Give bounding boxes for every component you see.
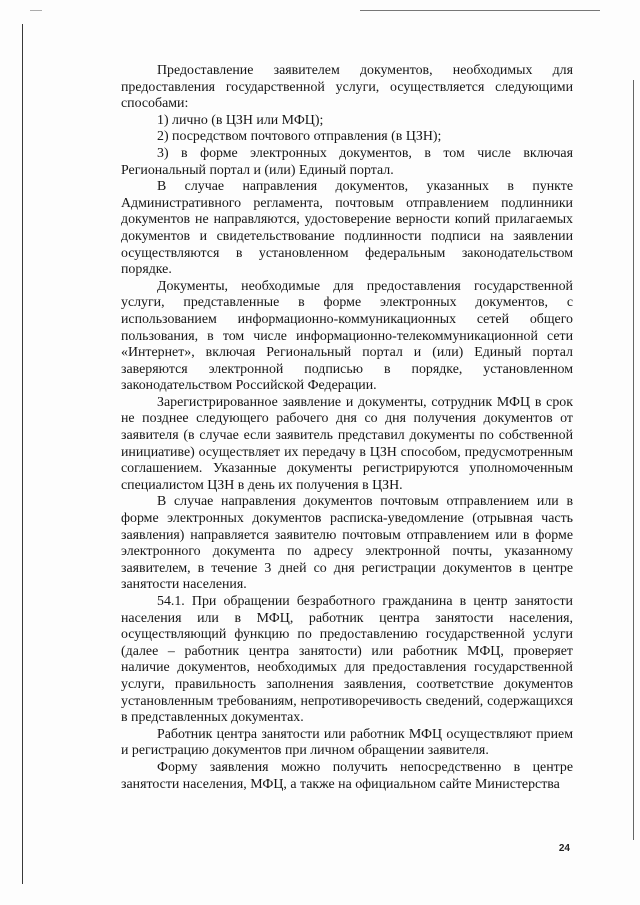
scan-edge-left — [22, 24, 23, 884]
paragraph-54-1: 54.1. При обращении безработного гражданина в центр занятости населения или в МФЦ, работник центра занятости населения, осуществляющий функцию по предоставлению государственной услуги (далее – работник центра занятости) или работник МФЦ, проверяет наличие документов, необходимых для предоставления государственной услуги, правильность заполнения заявления, соответствие документов установленным требованиям, непротиворечивость сведений, содержащихся в представленных документах. — [121, 594, 573, 726]
paragraph-postal-submission: В случае направления документов, указанных в пункте Административного регламента, почтовым отправлением подлинники документов не направляются, удостоверение верности копий прилагаемых документов и свидетельствование подлинности подписи на заявлении осуществляются в установленном федеральным законодательством порядке. — [121, 179, 573, 278]
paragraph-form-availability: Форму заявления можно получить непосредственно в центре занятости населения, МФЦ, а также на официальном сайте Министерства — [121, 759, 573, 792]
document-body — [121, 63, 573, 793]
paragraph-electronic-signature: Документы, необходимые для предоставления государственной услуги, представленные в форме электронных документов, с использованием информационно-коммуникационных сетей общего пользования, в том числе информационно-телекоммуникационной сети «Интернет», включая Региональный портал и (или) Единый портал заверяются электронной подписью в порядке, установленном законодательством Российской Федерации. — [121, 278, 573, 394]
scan-edge-top — [360, 10, 600, 11]
page-number: 24 — [558, 843, 570, 854]
paragraph-receipt-notice: В случае направления документов почтовым отправлением или в форме электронных документов расписка-уведомление (отрывная часть заявления) направляется заявителю почтовым отправлением или в форме электронного документа по адресу электронной почты, указанному заявителем, в течение 3 дней со дня регистрации документов в центре занятости населения. — [121, 494, 573, 593]
list-item-by-post: 2) посредством почтового отправления (в ЦЗН); — [157, 129, 442, 145]
paragraph-mfc-transfer: Зарегистрированное заявление и документы, сотрудник МФЦ в срок не позднее следующего рабочего дня со дня получения документов от заявителя (в случае если заявитель представил документы по собственной инициативе) осуществляет их передачу в ЦЗН способом, предусмотренным соглашением. Указанные документы регистрируются уполномоченным специалистом ЦЗН в день их получения в ЦЗН. — [121, 394, 573, 493]
scan-edge-right — [633, 80, 634, 840]
list-item-electronic: 3) в форме электронных документов, в том числе включая Региональный портал и (или) Единый портал. — [121, 145, 573, 178]
scan-edge-top-left — [30, 10, 42, 11]
paragraph-submission-methods: Предоставление заявителем документов, необходимых для предоставления государственной услуги, осуществляется следующими способами: — [121, 63, 573, 112]
paragraph-reception: Работник центра занятости или работник МФЦ осуществляют прием и регистрацию документов при личном обращении заявителя. — [121, 726, 573, 759]
list-item-in-person: 1) лично (в ЦЗН или МФЦ); — [157, 112, 324, 128]
